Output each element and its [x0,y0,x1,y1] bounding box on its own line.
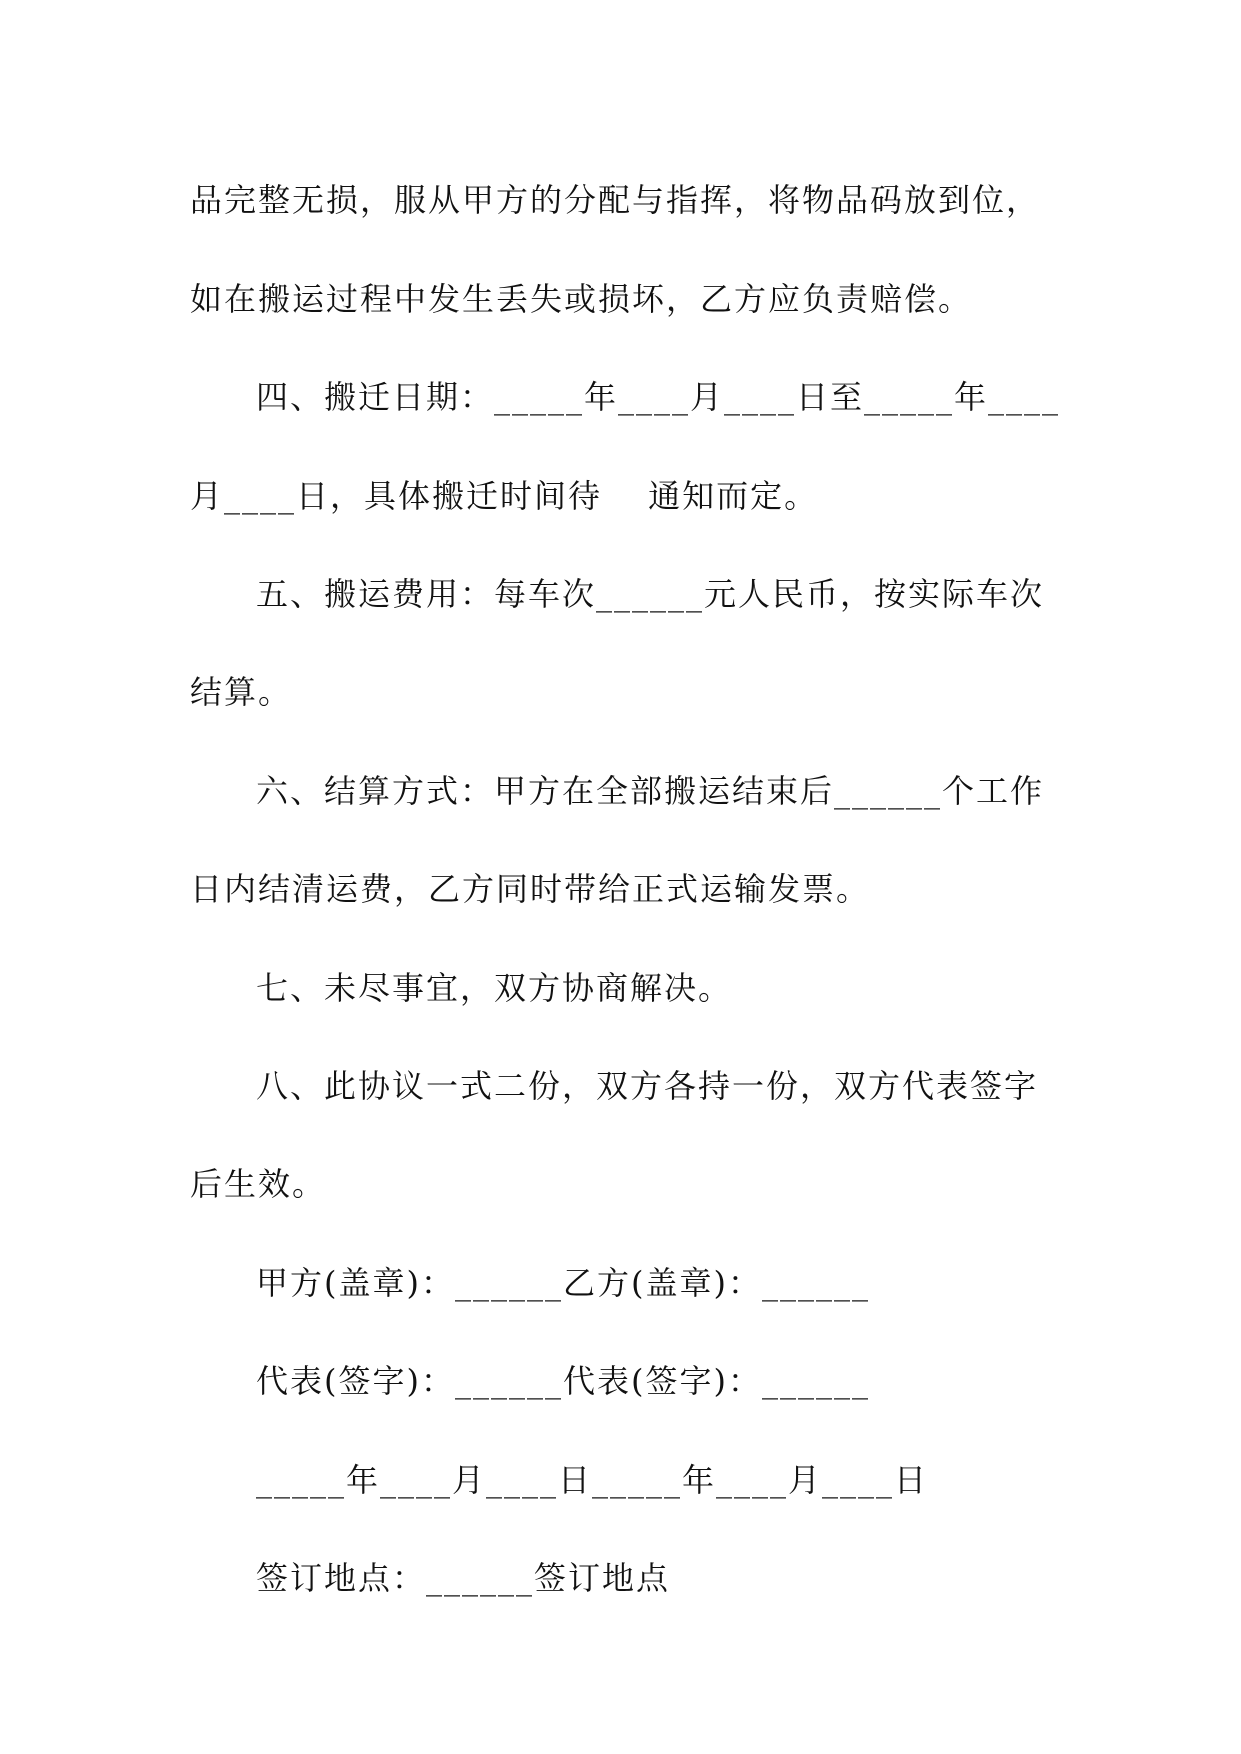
clause-5-moving-fee: 五、搬运费用：每车次______元人民币，按实际车次 [256,575,1045,613]
clause-6-settlement-method: 六、结算方式：甲方在全部搬运结束后______个工作 [256,772,1045,810]
representative-signature-line: 代表(签字)：______代表(签字)：______ [256,1362,870,1400]
clause-4-moving-date-continued: 月____日，具体搬迁时间待 通知而定。 [190,477,819,515]
clause-3-continuation-line-2: 如在搬运过程中发生丢失或损坏，乙方应负责赔偿。 [190,280,973,318]
clause-4-moving-date: 四、搬迁日期：_____年____月____日至_____年____ [256,378,1061,416]
clause-8-copies-continued: 后生效。 [190,1165,327,1203]
clause-5-moving-fee-continued: 结算。 [190,673,293,711]
clause-3-continuation-line-1: 品完整无损，服从甲方的分配与指挥，将物品码放到位， [190,181,1041,219]
signing-date-line: _____年____月____日_____年____月____日 [256,1461,929,1499]
clause-6-settlement-method-continued: 日内结清运费，乙方同时带给正式运输发票。 [190,870,871,908]
signing-place-line: 签订地点：______签订地点 [256,1559,671,1597]
party-seal-line: 甲方(盖章)：______乙方(盖章)：______ [256,1264,870,1302]
clause-8-copies: 八、此协议一式二份，双方各持一份，双方代表签字 [256,1067,1039,1105]
clause-7-other-matters: 七、未尽事宜，双方协商解决。 [256,969,733,1007]
